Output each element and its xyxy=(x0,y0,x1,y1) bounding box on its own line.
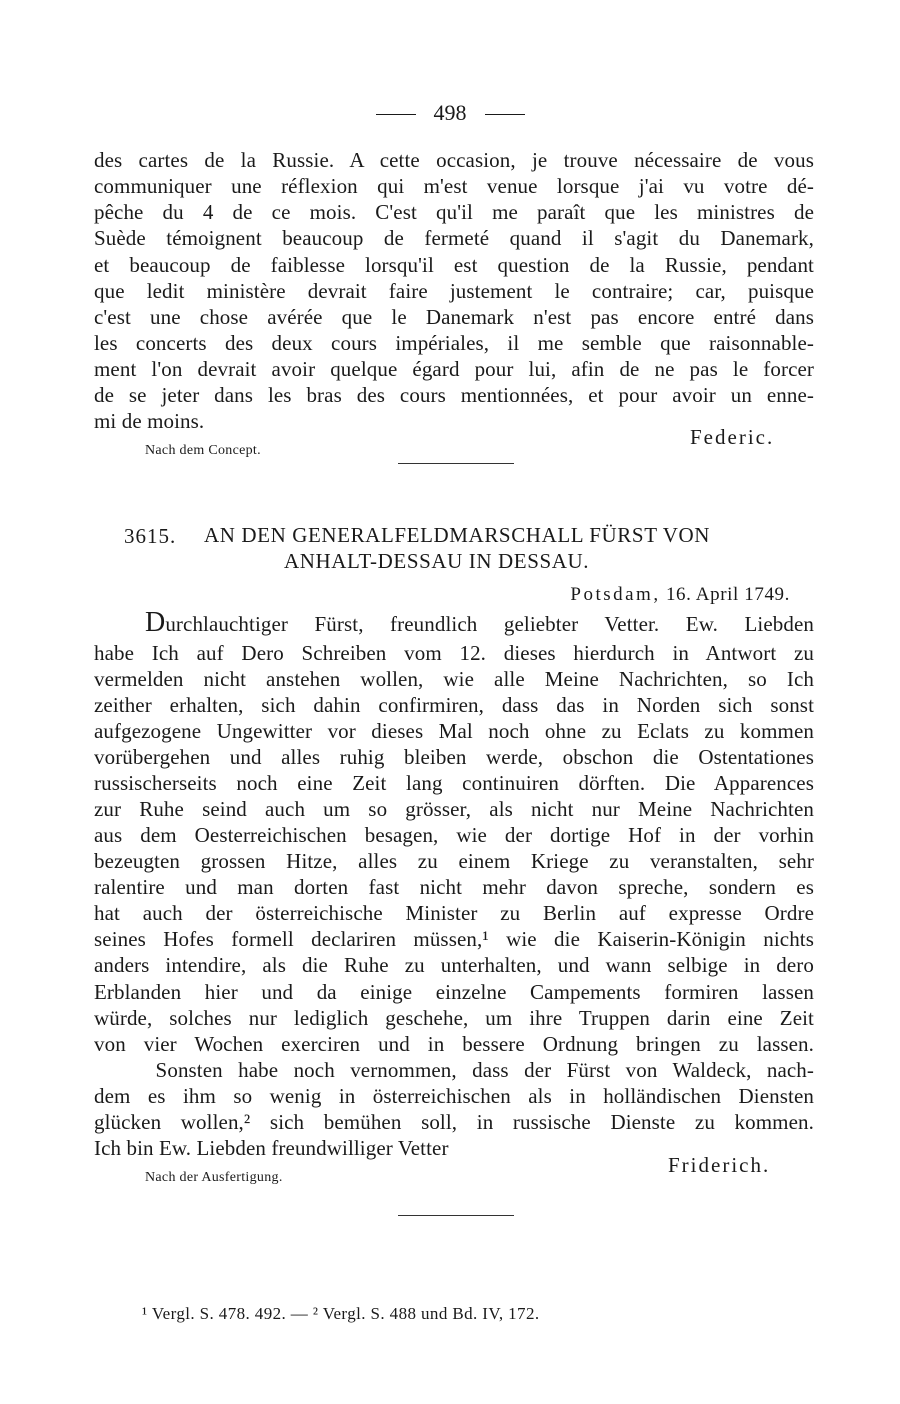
text-line: ralentire und man dorten fast nicht mehr davon spreche, sondern es xyxy=(94,875,814,899)
text-line: Sonsten habe noch vernommen, dass der Fürst von Waldeck, nach- xyxy=(94,1058,814,1082)
text-line: bezeugten grossen Hitze, alles zu einem Kriege zu veranstalten, sehr xyxy=(94,849,814,873)
text-line: russischerseits noch eine Zeit lang continuiren dörften. Die Apparences xyxy=(94,771,814,795)
text-line: vorübergehen und alles ruhig bleiben werde, obschon die Ostentationes xyxy=(94,745,814,769)
text-line: mi de moins. xyxy=(94,409,205,433)
text-line: dem es ihm so wenig in österreichischen als in holländischen Diensten xyxy=(94,1084,814,1108)
text-line: hat auch der österreichische Minister zu Berlin auf expresse Ordre xyxy=(94,901,814,925)
text-line: glücken wollen,² sich bemühen soll, in russische Dienste zu kommen. xyxy=(94,1110,814,1134)
source-note: Nach dem Concept. xyxy=(145,443,261,458)
text-line: Suède témoignent beaucoup de fermeté quand il s'agit du Danemark, xyxy=(94,226,814,250)
text-line: vermelden nicht anstehen wollen, wie alle Meine Nachrichten, so Ich xyxy=(94,667,814,691)
footnotes: ¹ Vergl. S. 478. 492. — ² Vergl. S. 488 und Bd. IV, 172. xyxy=(142,1304,540,1323)
letter-number: 3615. xyxy=(124,524,177,548)
text-line: et beaucoup de faiblesse lorsqu'il est question de la Russie, pendant xyxy=(94,253,814,277)
text-line: Ich bin Ew. Liebden freundwilliger Vetter xyxy=(94,1136,449,1160)
text-line: von vier Wochen exerciren und in bessere Ordnung bringen zu lassen. xyxy=(94,1032,814,1056)
page-number-text: 498 xyxy=(433,100,467,125)
text-line: pêche du 4 de ce mois. C'est qu'il me paraît que les ministres de xyxy=(94,200,814,224)
text-line: c'est une chose avérée que le Danemark n'est pas encore entré dans xyxy=(94,305,814,329)
text-line: zur Ruhe seind auch um so grösser, als nicht nur Meine Nachrichten xyxy=(94,797,814,821)
page-number xyxy=(0,100,900,126)
letter-heading: AN DEN GENERALFELDMARSCHALL FÜRST VON xyxy=(204,523,711,547)
text-line: zeither erhalten, sich dahin confirmiren, dass das in Norden sich sonst xyxy=(94,693,814,717)
dateline xyxy=(570,584,790,606)
text-line: des cartes de la Russie. A cette occasion, je trouve nécessaire de vous xyxy=(94,148,814,172)
text-line: communiquer une réflexion qui m'est venue lorsque j'ai vu votre dé- xyxy=(94,174,814,198)
source-note: Nach der Ausfertigung. xyxy=(145,1170,283,1185)
text-line: de se jeter dans les bras des cours mentionnées, et pour avoir un enne- xyxy=(94,383,814,407)
text-line: würde, solches nur lediglich geschehe, um ihre Truppen darin eine Zeit xyxy=(94,1006,814,1030)
text-line: que ledit ministère devrait faire justement le contraire; car, puisque xyxy=(94,279,814,303)
text-line: ment l'on devrait avoir quelque égard pour lui, afin de ne pas le forcer xyxy=(94,357,814,381)
text-line: seines Hofes formell declariren müssen,¹ wie die Kaiserin-Königin nichts xyxy=(94,927,814,951)
text-line: aus dem Oesterreichischen besagen, wie der dortige Hof in der vorhin xyxy=(94,823,814,847)
section-divider xyxy=(398,1215,514,1216)
text-line-first xyxy=(145,607,814,638)
signature: Friderich. xyxy=(668,1153,771,1177)
text-line: les concerts des deux cours impériales, il me semble que raisonnable- xyxy=(94,331,814,355)
drop-letter: D xyxy=(145,607,166,638)
letter-heading-continued: ANHALT-DESSAU IN DESSAU. xyxy=(284,549,590,573)
first-line-text: urchlauchtiger Fürst, freundlich geliebter Vetter. Ew. Liebden xyxy=(165,612,814,636)
page-number-dash-left xyxy=(376,114,416,115)
date-place: Potsdam, xyxy=(570,584,661,605)
signature: Federic. xyxy=(690,425,775,449)
text-line: aufgezogene Ungewitter vor dieses Mal noch ohne zu Eclats zu kommen xyxy=(94,719,814,743)
text-line: Erblanden hier und da einige einzelne Campements formiren lassen xyxy=(94,980,814,1004)
section-divider xyxy=(398,463,514,464)
text-line: anders intendire, als die Ruhe zu unterhalten, und wann selbige in dero xyxy=(94,953,814,977)
page-number-dash-right xyxy=(485,114,525,115)
text-line: habe Ich auf Dero Schreiben vom 12. dieses hierdurch in Antwort zu xyxy=(94,641,814,665)
date-text: 16. April 1749. xyxy=(665,584,790,605)
